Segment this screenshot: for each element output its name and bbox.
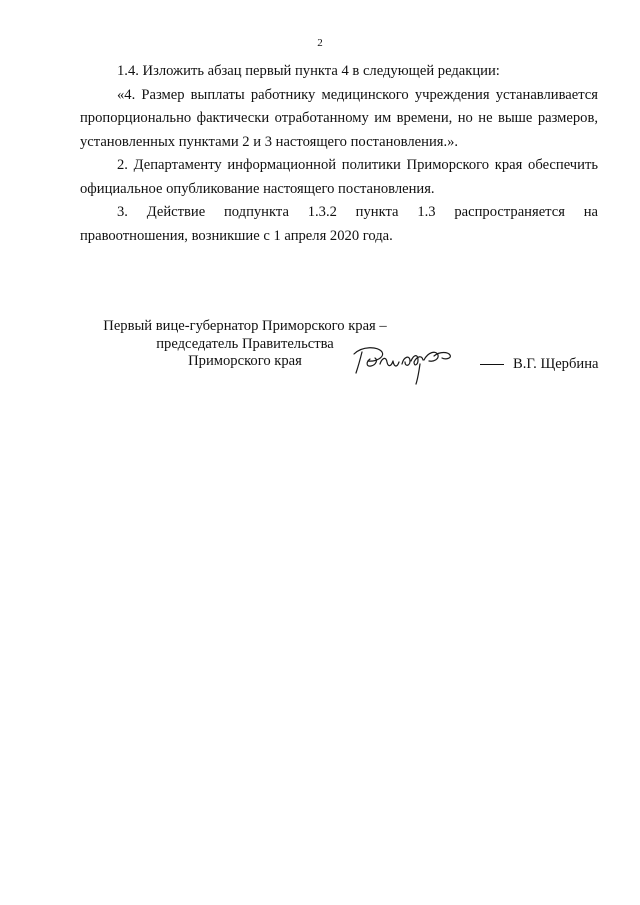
signatory-position-line-3: Приморского края — [188, 353, 302, 369]
paragraph-quote-4: «4. Размер выплаты работнику медицинского учреждения устанавливается пропорционально фактически отработанному им времени, но не выше размеров, установленных пунктами 2 и 3 настоящего постановления.». — [80, 86, 598, 150]
signatory-position-line-2: председатель Правительства — [156, 335, 334, 352]
signatory-name: В.Г. Щербина — [513, 356, 599, 372]
page-number: 2 — [317, 37, 323, 49]
handwritten-signature — [348, 340, 478, 388]
paragraph-2: 2. Департаменту информационной политики Приморского края обеспечить официальное опубликование настоящего постановления. — [80, 157, 598, 197]
signatory-position-line-1: Первый вице-губернатор Приморского края – — [103, 318, 387, 334]
paragraph-1-4: 1.4. Изложить абзац первый пункта 4 в следующей редакции: — [117, 63, 500, 79]
paragraph-3: 3. Действие подпункта 1.3.2 пункта 1.3 распространяется на правоотношения, возникшие с 1 апреля 2020 года. — [80, 204, 598, 244]
document-body — [80, 60, 598, 248]
signature-dash — [480, 364, 504, 365]
signature-block — [80, 318, 598, 388]
